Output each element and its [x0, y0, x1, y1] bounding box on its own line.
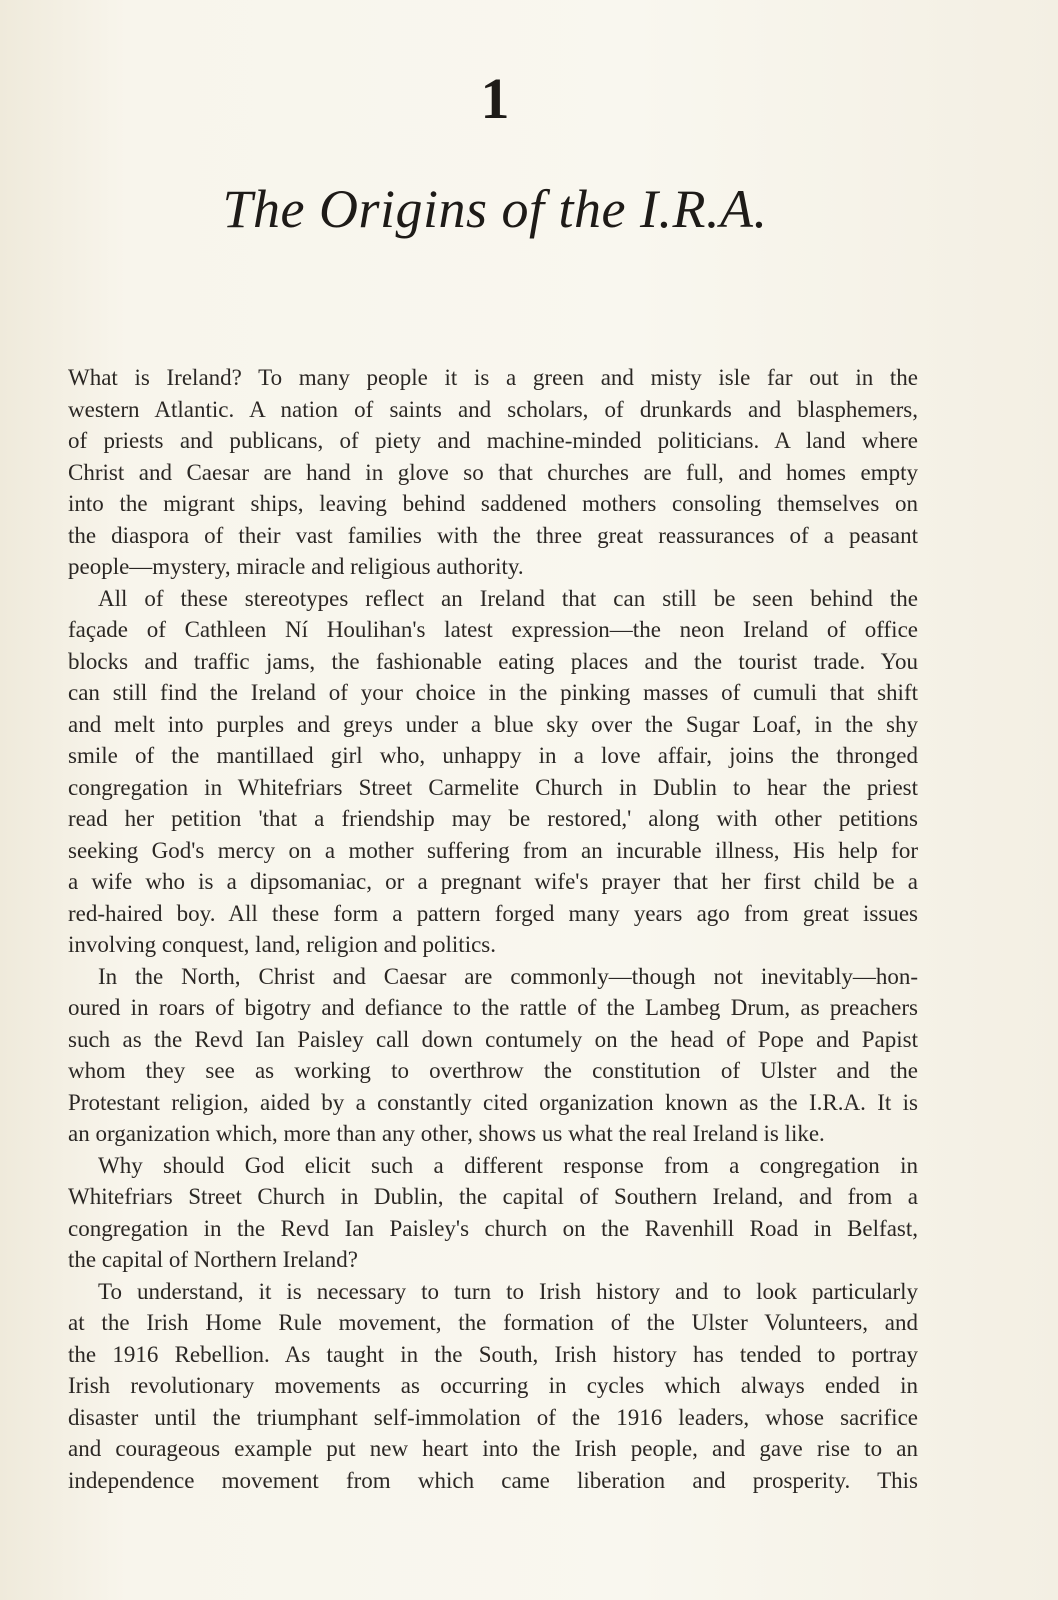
text-line: façade of Cathleen Ní Houlihan's latest expression—the neon Ireland of office [68, 617, 918, 642]
text-line: and courageous example put new heart into the Irish people, and gave rise to an [68, 1436, 918, 1461]
text-line: disaster until the triumphant self-immolation of the 1916 leaders, whose sacrifice [68, 1404, 918, 1430]
text-line: the diaspora of their vast families with the three great reassurances of a peasant [68, 522, 918, 548]
text-line: such as the Revd Ian Paisley call down contumely on the head of Pope and Papist [68, 1026, 918, 1052]
text-line: Protestant religion, aided by a constantly cited organization known as the I.R.A. It is [68, 1089, 918, 1115]
text-line: congregation in Whitefriars Street Carmelite Church in Dublin to hear the priest [68, 774, 918, 800]
text-line: oured in roars of bigotry and defiance to the rattle of the Lambeg Drum, as preachers [68, 995, 918, 1020]
text-line: an organization which, more than any other, shows us what the real Ireland is like. [68, 1121, 825, 1146]
text-line: can still find the Ireland of your choice in the pinking masses of cumuli that shift [68, 680, 918, 705]
paragraph [68, 583, 918, 961]
text-line: Whitefriars Street Church in Dublin, the capital of Southern Ireland, and from a [68, 1184, 918, 1209]
chapter-body [68, 362, 918, 1496]
text-line: What is Ireland? To many people it is a green and misty isle far out in the [68, 365, 918, 390]
text-line: western Atlantic. A nation of saints and scholars, of drunkards and blasphemers, [68, 396, 918, 422]
text-line: smile of the mantillaed girl who, unhappy in a love affair, joins the thronged [68, 743, 918, 768]
text-line: a wife who is a dipsomaniac, or a pregnant wife's prayer that her first child be a [68, 869, 918, 894]
text-line: the capital of Northern Ireland? [68, 1247, 358, 1272]
text-line: into the migrant ships, leaving behind saddened mothers consoling themselves on [68, 491, 918, 516]
paragraph [68, 1150, 918, 1276]
text-line: involving conquest, land, religion and politics. [68, 932, 496, 957]
text-line: whom they see as working to overthrow the constitution of Ulster and the [68, 1058, 918, 1083]
chapter-number: 1 [480, 66, 510, 131]
text-line: blocks and traffic jams, the fashionable eating places and the tourist trade. You [68, 648, 918, 674]
text-line: the 1916 Rebellion. As taught in the South, Irish history has tended to portray [68, 1341, 918, 1367]
chapter-title: The Origins of the I.R.A. [222, 179, 768, 239]
text-line: and melt into purples and greys under a blue sky over the Sugar Loaf, in the shy [68, 711, 918, 737]
text-line: Christ and Caesar are hand in glove so that churches are full, and homes empty [68, 459, 918, 485]
paragraph [68, 961, 918, 1150]
text-line: red-haired boy. All these form a pattern forged many years ago from great issues [68, 900, 918, 926]
paragraph [68, 362, 918, 583]
text-line: at the Irish Home Rule movement, the formation of the Ulster Volunteers, and [68, 1310, 918, 1335]
text-line: congregation in the Revd Ian Paisley's church on the Ravenhill Road in Belfast, [68, 1215, 918, 1241]
text-line: To understand, it is necessary to turn to Irish history and to look particularly [98, 1278, 918, 1304]
text-line: Why should God elicit such a different response from a congregation in [98, 1152, 918, 1178]
paragraph [68, 1276, 918, 1497]
text-line: of priests and publicans, of piety and machine-minded politicians. A land where [68, 428, 918, 453]
text-line: In the North, Christ and Caesar are commonly—though not inevitably—hon- [98, 963, 918, 989]
text-line: seeking God's mercy on a mother suffering from an incurable illness, His help for [68, 837, 918, 863]
text-line: people—mystery, miracle and religious authority. [68, 554, 524, 579]
text-line: read her petition 'that a friendship may be restored,' along with other petitions [68, 806, 918, 831]
text-line: All of these stereotypes reflect an Ireland that can still be seen behind the [98, 585, 918, 611]
text-line: Irish revolutionary movements as occurring in cycles which always ended in [68, 1373, 918, 1398]
text-line: independence movement from which came liberation and prosperity. This [68, 1467, 918, 1493]
